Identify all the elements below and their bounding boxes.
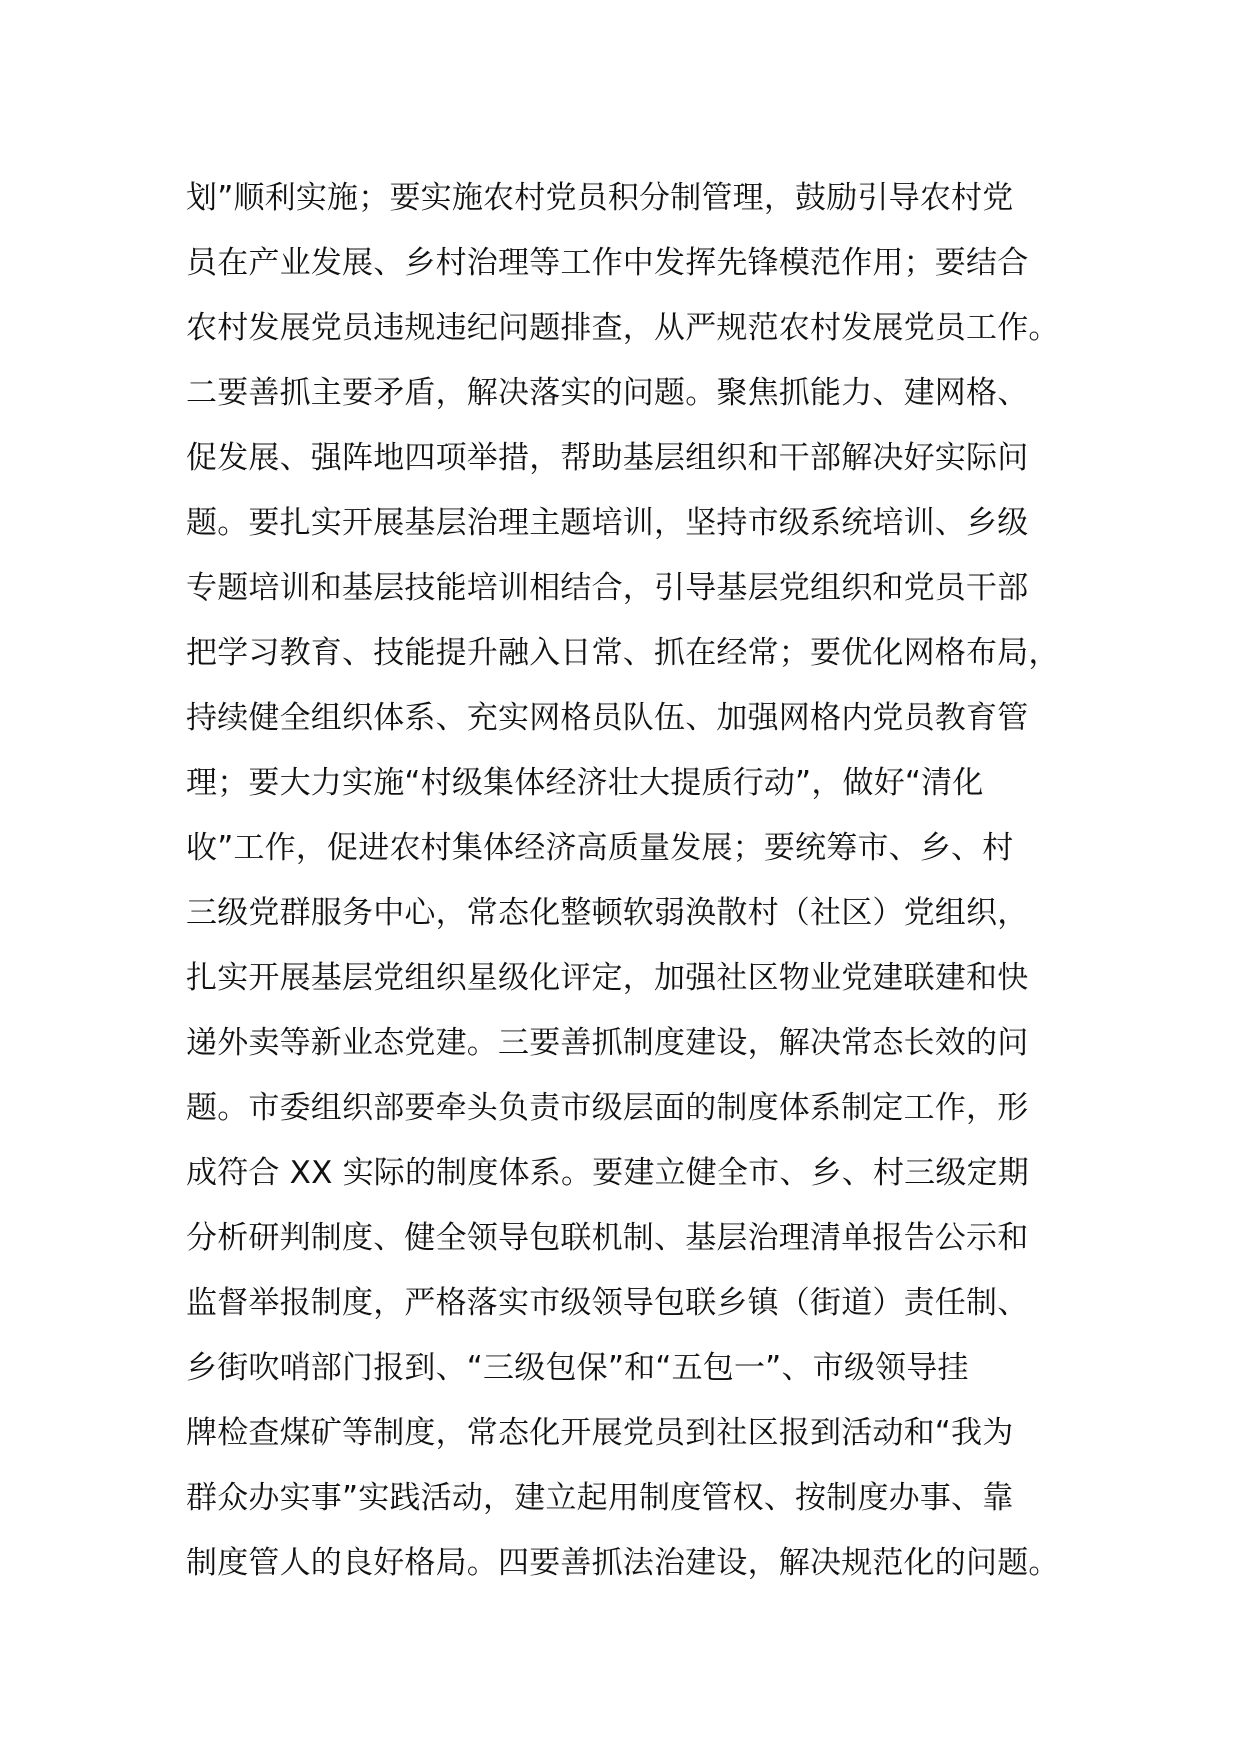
text-line: 递外卖等新业态党建。三要善抓制度建设，解决常态长效的问	[186, 1025, 1029, 1061]
text-line: 分析研判制度、健全领导包联机制、基层治理清单报告公示和	[186, 1220, 1029, 1256]
text-line: 乡街吹哨部门报到、“三级包保”和“五包一”、市级领导挂	[186, 1350, 969, 1386]
text-line: 农村发展党员违规违纪问题排查，从严规范农村发展党员工作。	[186, 310, 1060, 346]
text-line: 划”顺利实施；要实施农村党员积分制管理，鼓励引导农村党	[186, 180, 1014, 216]
text-line: 扎实开展基层党组织星级化评定，加强社区物业党建联建和快	[186, 960, 1029, 996]
text-line: 三级党群服务中心，常态化整顿软弱涣散村（社区）党组织，	[186, 895, 1029, 931]
body-text	[186, 166, 1086, 1596]
text-line: 收”工作，促进农村集体经济高质量发展；要统筹市、乡、村	[186, 830, 1014, 866]
text-line: 把学习教育、技能提升融入日常、抓在经常；要优化网格布局，	[186, 635, 1060, 671]
text-line: 成符合 XX 实际的制度体系。要建立健全市、乡、村三级定期	[186, 1155, 1029, 1191]
text-line: 制度管人的良好格局。四要善抓法治建设，解决规范化的问题。	[186, 1545, 1060, 1581]
text-line: 员在产业发展、乡村治理等工作中发挥先锋模范作用；要结合	[186, 245, 1029, 281]
text-line: 群众办实事”实践活动，建立起用制度管权、按制度办事、靠	[186, 1480, 1014, 1516]
text-line: 二要善抓主要矛盾，解决落实的问题。聚焦抓能力、建网格、	[186, 375, 1029, 411]
text-line: 监督举报制度，严格落实市级领导包联乡镇（街道）责任制、	[186, 1285, 1029, 1321]
text-line: 牌检查煤矿等制度，常态化开展党员到社区报到活动和“我为	[186, 1415, 1014, 1451]
text-line: 持续健全组织体系、充实网格员队伍、加强网格内党员教育管	[186, 700, 1029, 736]
text-line: 专题培训和基层技能培训相结合，引导基层党组织和党员干部	[186, 570, 1029, 606]
text-line: 理；要大力实施“村级集体经济壮大提质行动”，做好“清化	[186, 765, 984, 801]
text-line: 题。要扎实开展基层治理主题培训，坚持市级系统培训、乡级	[186, 505, 1029, 541]
text-line: 促发展、强阵地四项举措，帮助基层组织和干部解决好实际问	[186, 440, 1029, 476]
text-line: 题。市委组织部要牵头负责市级层面的制度体系制定工作，形	[186, 1090, 1029, 1126]
